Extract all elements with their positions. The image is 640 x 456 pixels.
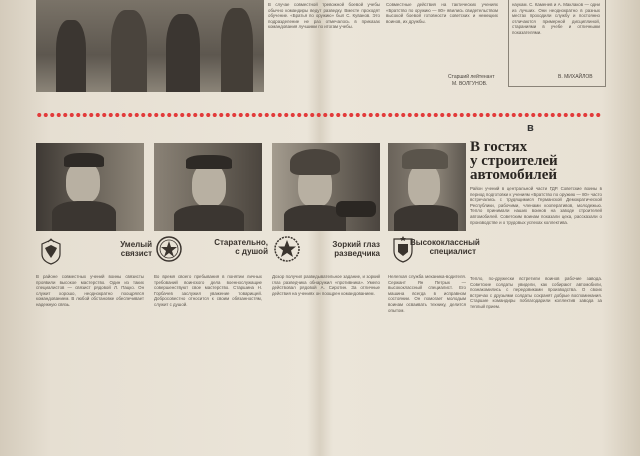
caption-line: с душой — [235, 247, 268, 256]
caption-specialist — [410, 238, 480, 256]
article-scout: Дозор получил разведывательное задание, и зоркий глаз разведчика обнаружил «противника». Умело действовал рядовой А. Сиротин. За отличные действия на учениях он поощрен командованием. — [272, 274, 380, 296]
caption-scout — [324, 240, 380, 258]
top-article-col1: В случае совместной тревожной боевой учебы обычно командиры ведут разведку. Вместе проходят обучение. «Братья по оружию» был С. Куванов. Это подразделение не раз отмечалось в приказах командования лучшими по итогам учебы. — [268, 2, 380, 30]
section-intro-text: Район учений в центральной части ГДР. Советские воины в период подготовки к учениям «Братство по оружию — 80» часто встречались с трудящимися Германской Демократической Республики, рабочими, членами кооперативов, молодежью. Тепло принимали наших воинов на заводе строителей автомобилей. Советским воинам показали цеха, рассказали о производстве и о трудовых успехах коллектива. — [470, 186, 602, 225]
top-photo-soldiers — [36, 0, 264, 92]
caption-line: связист — [120, 249, 152, 258]
section-mark-letter: в — [527, 122, 534, 134]
portrait-photo-sergeant — [154, 143, 262, 231]
red-dotted-divider — [36, 112, 602, 118]
caption-sergeant — [206, 238, 268, 256]
heading-line-2: у строителей — [470, 153, 558, 169]
portrait-photo-signaller — [36, 143, 144, 231]
top-article-col2: Совместные действия на тактических учениях «Братство по оружию — 80» явились свидетельством высокой боевой готовности советских и немецких воинов, их дружбы. — [386, 2, 498, 24]
top-article-col3: наукам. С. Каменев и А. Маклаков — одни из лучших. Они неоднократно в разных местах проходили службу и постоянно отличаются примерной дисциплиной, стараниями в учебе и отличными показателями. — [512, 2, 600, 35]
top-signature-rank: Старший лейтенант — [448, 74, 495, 80]
article-specialist: Нелегкая служба механика-водителя. Сержант Ян Петрык — высококлассный специалист. Его машина всегда в исправном состоянии. Он помогает молодым воинам осваивать технику, делится опытом. — [388, 274, 466, 313]
portrait-photo-specialist — [388, 143, 466, 231]
heading-line-3: автомобилей — [470, 167, 557, 183]
caption-line: разведчика — [334, 249, 380, 258]
star-emblem-icon — [154, 234, 184, 264]
heading-line-1: В гостях — [470, 139, 528, 155]
caption-line: Высококлассный — [410, 238, 480, 247]
round-star-emblem-icon — [272, 234, 302, 264]
caption-signaller — [112, 240, 152, 258]
caption-line: специалист — [429, 247, 476, 256]
top-signature-name: М. ВОЛГУНОВ. — [452, 81, 488, 87]
caption-line: Зоркий глаз — [332, 240, 380, 249]
article-signaller: В районе совместных учений воины связисты проявили высокое мастерство. Один из таких специалистов — связист рядовой Л. Пацко. Он служит хорошо, неоднократно поощрялся командованием. В любой обстановке обеспечивает надежную связь. — [36, 274, 144, 307]
section-right-text: Тепло, по-дружески встретили воинов рабочие завода. Советские солдаты увидели, как собирают автомобили, познакомились с передовиками производства. О своих встречах с друзьями солдаты сохранят добрые воспоминания. Старшие командиры поблагодарили коллектив завода за теплый прием. — [470, 276, 602, 309]
article-sergeant: Во время своего пребывания в понятии личных требований воинского дела военнослужащие совершенствуют свое мастерство. Старшина Н. Горбачев заслужил уважение товарищей. Добросовестно относится к своим обязанностям, служит с душой. — [154, 274, 262, 307]
caption-line: Умелый — [120, 240, 152, 249]
top-signature-2: В. МИХАЙЛОВ — [558, 74, 593, 80]
caption-line: Старательно, — [214, 238, 268, 247]
section-heading — [470, 140, 558, 182]
portrait-photo-scout — [272, 143, 380, 231]
gdr-eagle-emblem-icon — [36, 236, 66, 266]
